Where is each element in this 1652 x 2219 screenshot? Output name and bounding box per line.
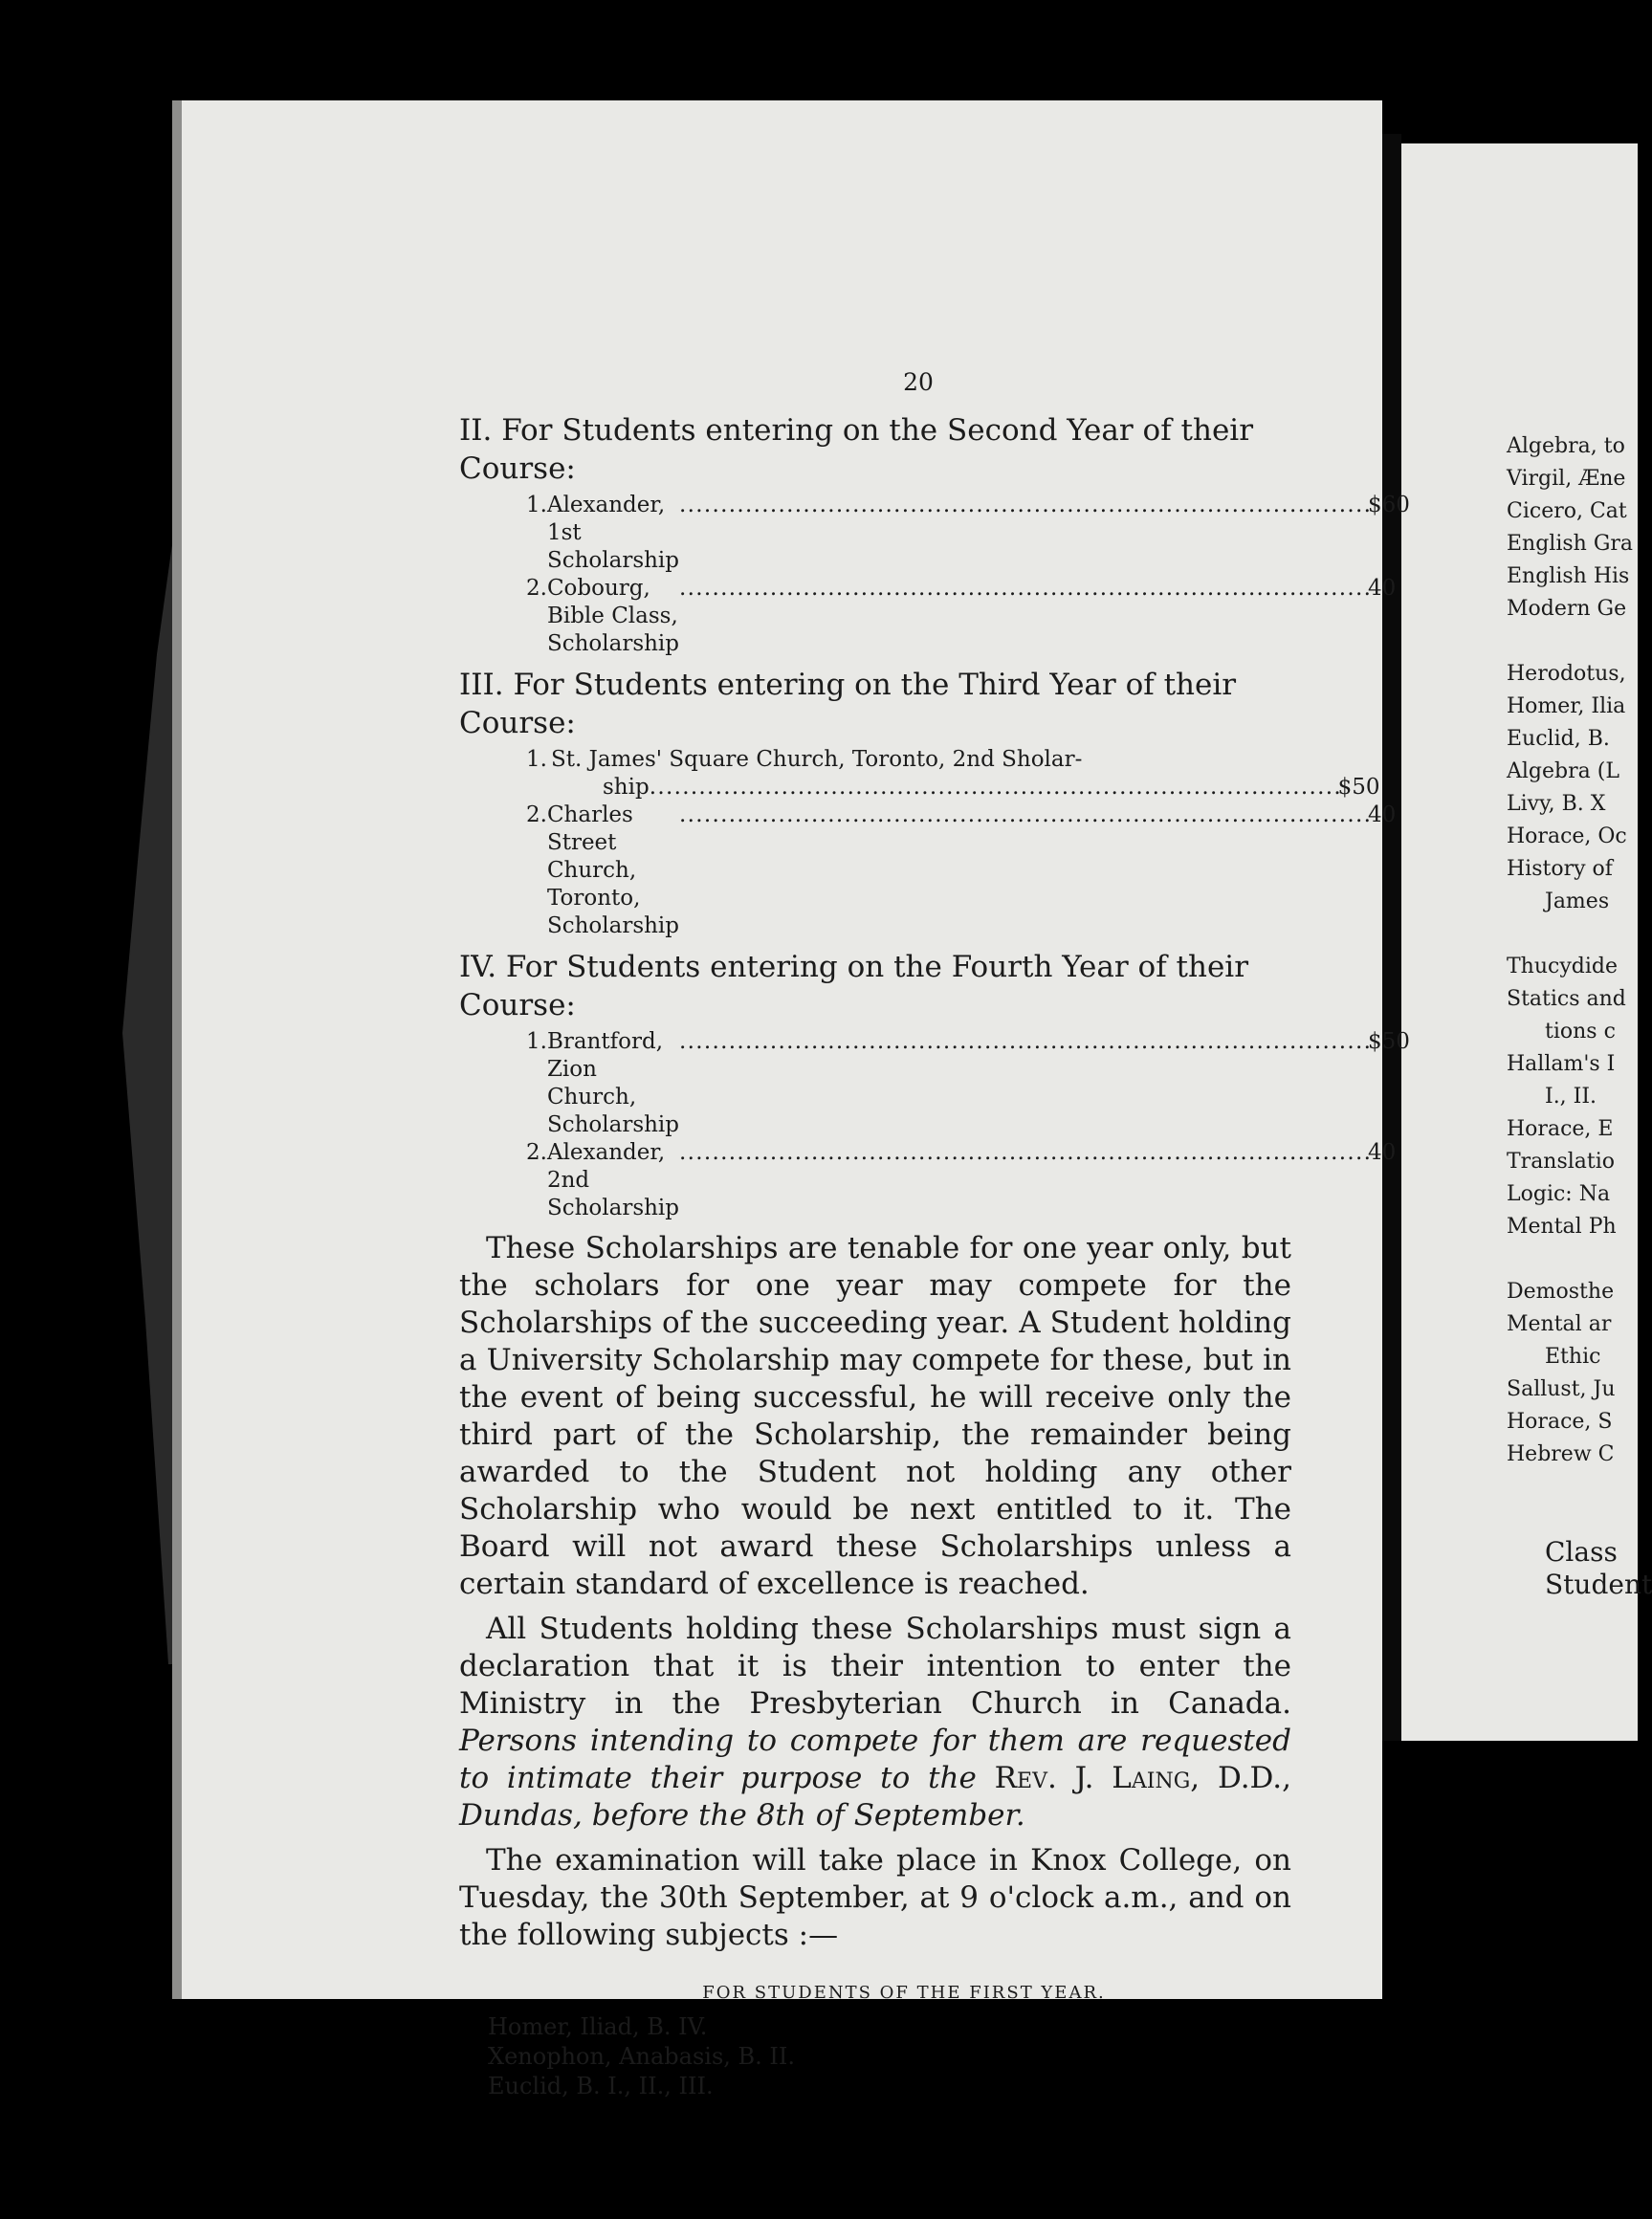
subject-item: Homer, Iliad, B. IV. [488, 2013, 708, 2040]
subjects-heading: FOR STUDENTS OF THE FIRST YEAR. [702, 1983, 1106, 2003]
contact-name: Rev. J. Laing, D.D., [994, 1761, 1292, 1795]
leader-dots [679, 1139, 1368, 1222]
right-page-text [1401, 143, 1652, 1741]
scholarship-list [526, 492, 1410, 658]
entry-number: 1. [526, 493, 547, 517]
right-page-fragment: James [1545, 890, 1610, 913]
right-page-fragment: Ethic [1545, 1345, 1601, 1369]
leader-dots [679, 802, 1368, 940]
right-page-fragment: Virgil, Æne [1507, 467, 1626, 491]
right-page-fragment [1507, 1471, 1652, 1504]
entry-number: 2. [526, 802, 547, 827]
right-page-fragment: English His [1507, 564, 1630, 588]
right-page-fragment: Modern Ge [1507, 597, 1627, 621]
right-page-fragment: Student [1545, 1569, 1652, 1600]
entry-amount: $50 [1337, 775, 1380, 800]
right-page-fragment [1507, 1504, 1652, 1536]
section-heading-cont: Course: [459, 706, 576, 740]
right-page-fragment: Mental ar [1507, 1312, 1612, 1336]
section-heading-text: IV. For Students entering on the Fourth Year of their [459, 950, 1249, 984]
right-page-fragment: Horace, E [1507, 1117, 1614, 1141]
right-page-fragment: Homer, Ilia [1507, 694, 1626, 718]
scholarship-entry [526, 575, 1397, 658]
entry-amount: 40 [1367, 576, 1397, 601]
leader-dots [679, 575, 1368, 658]
right-page-fragment: Translatio [1507, 1150, 1616, 1174]
scholarship-list [526, 746, 1397, 940]
entry-amount: $50 [1367, 1029, 1410, 1054]
entry-name: Brantford, Zion Church, Scholarship [546, 1029, 680, 1137]
entry-number: 2. [526, 1140, 547, 1165]
subject-item: Euclid, B. I., II., III. [488, 2073, 714, 2099]
section-heading-text: II. For Students entering on the Second Year of their [459, 413, 1254, 448]
entry-amount: $60 [1367, 493, 1410, 517]
entry-name: Alexander, 1st Scholarship [546, 493, 680, 573]
declaration-deadline: Dundas, before the 8th of September. [459, 1798, 1025, 1833]
subject-item: Xenophon, Anabasis, B. II. [488, 2043, 795, 2070]
entry-name: Cobourg, Bible Class, Scholarship [546, 576, 680, 656]
entry-number: 1. [526, 747, 547, 772]
scholarship-entry [526, 1139, 1397, 1222]
declaration-text: All Students holding these Scholarships must sign a declaration that it is their intention to enter the Ministry in the Presbyterian Church in Canada. [459, 1612, 1291, 1721]
leader-dots [679, 492, 1368, 575]
right-page-fragment: Sallust, Ju [1507, 1377, 1616, 1401]
right-page-fragment: Class [1545, 1536, 1618, 1568]
entry-number: 2. [526, 576, 547, 601]
scholarship-entry [526, 1028, 1410, 1139]
entry-name: St. James' Square Church, Toronto, 2nd Sholar- [551, 747, 1083, 772]
paragraph-tenure: These Scholarships are tenable for one year only, but the scholars for one year may compete for the Scholarships of the succeeding year. A Student holding a University Scholarship may compete for these, but in the event of being successful, he will receive only the third part of the Scholarship, the remainder being awarded to the Student not holding any other Scholarship who would be next entitled to it. The Board will not award these Scholarships unless a certain standard of excellence is reached. [459, 1231, 1291, 1601]
leader-dots [679, 1028, 1368, 1139]
entry-number: 1. [526, 1029, 547, 1054]
right-page-fragment: History of [1507, 857, 1613, 881]
left-page-text [459, 368, 1410, 2101]
right-page-fragment: Horace, S [1507, 1410, 1613, 1434]
section-heading-cont: Course: [459, 451, 576, 486]
right-page-fragment: Livy, B. X [1507, 792, 1606, 816]
right-page-fragment: Thucydide [1507, 955, 1618, 978]
right-page-fragment: Logic: Na [1507, 1182, 1611, 1206]
scholarship-entry [526, 746, 1196, 774]
right-page-fragment: Algebra (L [1507, 759, 1619, 783]
declaration-instruction: Persons intending to compete for them are requested to intimate their purpose to the [459, 1724, 1291, 1795]
entry-name: Alexander, 2nd Scholarship [546, 1140, 680, 1220]
entry-amount: 40 [1367, 1140, 1397, 1165]
section-heading-text: III. For Students entering on the Third Year of their [459, 668, 1237, 702]
section-heading-second-year [459, 411, 1291, 488]
right-page-fragment: Hebrew C [1507, 1442, 1615, 1466]
paragraph-declaration [459, 1611, 1291, 1835]
entry-name: Charles Street Church, Toronto, Scholarship [546, 802, 680, 938]
right-page-fragment: Demosthe [1507, 1280, 1615, 1304]
right-page-fragment: Algebra, to [1507, 434, 1625, 458]
right-page-fragment: Mental Ph [1507, 1215, 1617, 1239]
right-page-fragment-list [1507, 430, 1652, 1601]
right-page-fragment [1507, 1243, 1652, 1276]
section-heading-third-year [459, 666, 1291, 742]
right-page-fragment: Cicero, Cat [1507, 499, 1627, 523]
paragraph-examination: The examination will take place in Knox College, on Tuesday, the 30th September, at 9 o'clock a.m., and on the following subjects :— [459, 1843, 1291, 1952]
leader-dots [650, 774, 1338, 802]
right-page-fragment: I., II. [1545, 1085, 1597, 1109]
scholarship-list [526, 1028, 1410, 1222]
scholarship-entry [526, 492, 1410, 575]
right-page-fragment [1507, 626, 1652, 658]
section-heading-fourth-year [459, 948, 1291, 1024]
right-page-fragment: Horace, Oc [1507, 824, 1627, 848]
entry-name-cont: ship [603, 775, 650, 800]
right-page-fragment [1507, 918, 1652, 951]
right-page-fragment: Herodotus, [1507, 662, 1626, 686]
scholarship-entry [526, 802, 1397, 940]
right-page-fragment: Statics and [1507, 987, 1626, 1011]
right-page-fragment: tions c [1545, 1020, 1616, 1044]
section-heading-cont: Course: [459, 988, 576, 1022]
scholarship-entry-continued [526, 774, 1380, 802]
entry-amount: 40 [1367, 802, 1397, 827]
right-page-fragment: Euclid, B. [1507, 727, 1610, 751]
page-number: 20 [903, 368, 934, 396]
right-page-fragment: Hallam's I [1507, 1052, 1616, 1076]
right-page-fragment: English Gra [1507, 532, 1634, 556]
